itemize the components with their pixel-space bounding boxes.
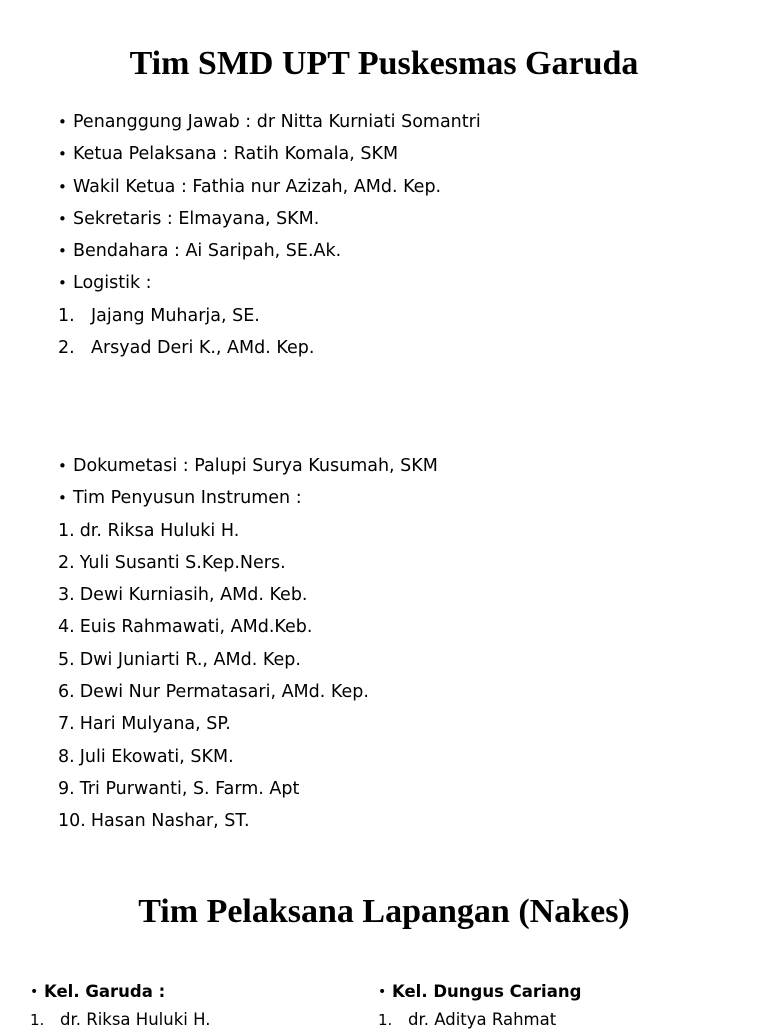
kelurahan-member xyxy=(30,1006,210,1034)
instrumen-member xyxy=(58,676,438,708)
instrument-team-list xyxy=(58,450,438,838)
instrumen-member xyxy=(58,805,438,837)
instrumen-member xyxy=(58,611,438,643)
member-name: Juli Ekowati, SKM. xyxy=(79,746,234,767)
item-number: 6. xyxy=(58,682,75,703)
member-name: Dewi Nur Permatasari, AMd. Kep. xyxy=(79,682,369,703)
kelurahan-member xyxy=(378,1006,581,1034)
item-number: 2. xyxy=(58,552,75,573)
item-number: 9. xyxy=(58,778,75,799)
member-name: dr. Riksa Huluki H. xyxy=(60,1010,211,1029)
item-number: 2. xyxy=(58,338,75,359)
bullet-icon: • xyxy=(378,984,387,1000)
member-name: Euis Rahmawati, AMd.Keb. xyxy=(79,617,313,638)
role-wakil-ketua xyxy=(58,171,481,203)
member-name: dr. Aditya Rahmat xyxy=(408,1010,557,1029)
role-text: Bendahara : Ai Saripah, SE.Ak. xyxy=(73,241,342,262)
role-ketua-pelaksana xyxy=(58,138,481,170)
member-name: dr. Riksa Huluki H. xyxy=(79,520,240,541)
member-name: Tri Purwanti, S. Farm. Apt xyxy=(79,778,300,799)
item-number: 1. xyxy=(378,1011,393,1029)
slide-title-smd: Tim SMD UPT Puskesmas Garuda xyxy=(129,45,639,82)
role-text: Dokumetasi : Palupi Surya Kusumah, SKM xyxy=(73,456,438,476)
bullet-icon: • xyxy=(58,177,67,196)
role-text: Ketua Pelaksana : Ratih Komala, SKM xyxy=(73,144,399,165)
member-name: Dewi Kurniasih, AMd. Keb. xyxy=(79,585,308,606)
member-name: Jajang Muharja, SE. xyxy=(91,305,260,326)
item-number: 1. xyxy=(58,305,75,326)
item-number: 10. xyxy=(58,811,86,832)
role-tim-penyusun-instrumen xyxy=(58,482,438,514)
bullet-icon: • xyxy=(58,274,67,293)
kelurahan-garuda-column xyxy=(30,978,210,1034)
member-name: Dwi Juniarti R., AMd. Kep. xyxy=(79,649,301,670)
bullet-icon: • xyxy=(58,242,67,261)
bullet-icon: • xyxy=(58,457,67,475)
role-logistik xyxy=(58,267,481,299)
instrumen-member xyxy=(58,579,438,611)
instrumen-member xyxy=(58,515,438,547)
role-text: Wakil Ketua : Fathia nur Azizah, AMd. Kep. xyxy=(73,176,442,197)
team-roster-list xyxy=(58,106,481,364)
bullet-icon: • xyxy=(30,984,39,1000)
item-number: 7. xyxy=(58,714,75,735)
instrumen-member xyxy=(58,547,438,579)
member-name: Yuli Susanti S.Kep.Ners. xyxy=(79,552,286,573)
role-dokumentasi xyxy=(58,450,438,482)
member-name: Hasan Nashar, ST. xyxy=(90,811,250,832)
bullet-icon: • xyxy=(58,209,67,228)
member-name: Arsyad Deri K., AMd. Kep. xyxy=(91,338,315,359)
item-number: 8. xyxy=(58,746,75,767)
kelurahan-heading xyxy=(378,978,581,1006)
item-number: 1. xyxy=(30,1011,45,1029)
kelurahan-name: Kel. Garuda : xyxy=(44,982,166,1001)
role-sekretaris xyxy=(58,203,481,235)
bullet-icon: • xyxy=(58,489,67,508)
logistik-member xyxy=(58,300,481,332)
slide-title-pelaksana-lapangan: Tim Pelaksana Lapangan (Nakes) xyxy=(138,893,630,930)
kelurahan-heading xyxy=(30,978,210,1006)
member-name: Hari Mulyana, SP. xyxy=(79,714,231,735)
item-number: 4. xyxy=(58,617,75,638)
role-text: Logistik : xyxy=(73,273,152,294)
kelurahan-dungus-cariang-column xyxy=(378,978,581,1034)
logistik-member xyxy=(58,332,481,364)
instrumen-member xyxy=(58,741,438,773)
item-number: 5. xyxy=(58,649,75,670)
instrumen-member xyxy=(58,773,438,805)
role-bendahara xyxy=(58,235,481,267)
role-text: Sekretaris : Elmayana, SKM. xyxy=(73,208,320,229)
role-penanggung-jawab xyxy=(58,106,481,138)
instrumen-member xyxy=(58,644,438,676)
bullet-icon: • xyxy=(58,113,67,131)
item-number: 3. xyxy=(58,585,75,606)
role-text: Tim Penyusun Instrumen : xyxy=(73,488,302,509)
role-text: Penanggung Jawab : dr Nitta Kurniati Somantri xyxy=(73,112,481,132)
bullet-icon: • xyxy=(58,145,67,164)
instrumen-member xyxy=(58,708,438,740)
item-number: 1. xyxy=(58,520,75,541)
kelurahan-name: Kel. Dungus Cariang xyxy=(392,982,582,1001)
